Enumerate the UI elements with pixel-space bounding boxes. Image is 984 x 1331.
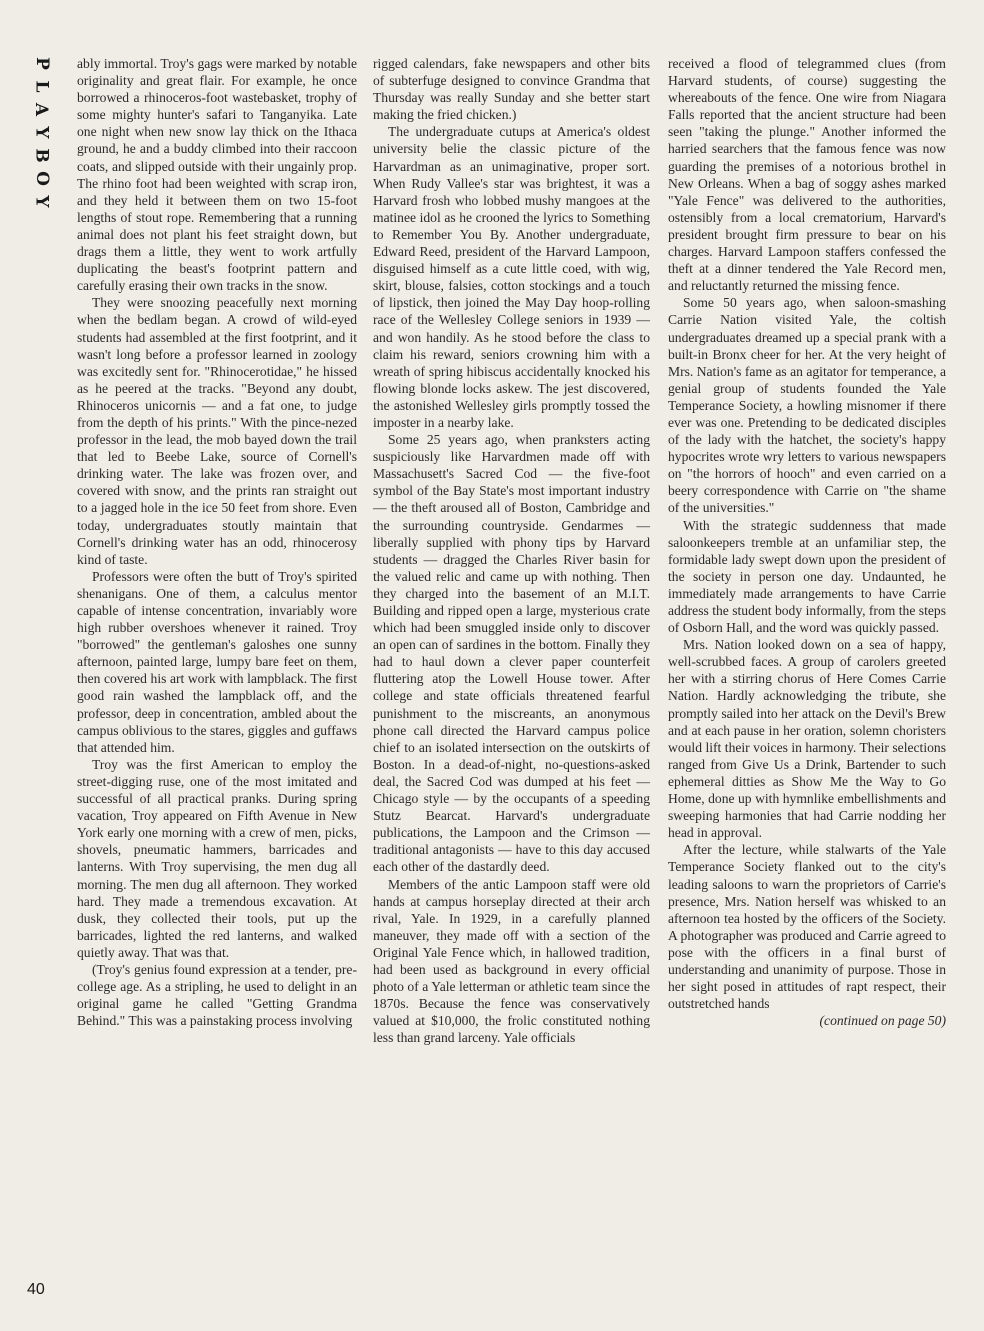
masthead-letter: O: [31, 171, 52, 186]
paragraph: Mrs. Nation looked down on a sea of happy, well-scrubbed faces. A group of carolers greeted her with a stirring chorus of Here Comes Carrie Nation. Hardly acknowledging the tribute, she promptly sailed into her attack on the Devil's Brew and at each pause in her oration, solemn choristers would lift their voices in harmony. Their selections ranged from Give Us a Drink, Bartender to such ephemeral ditties as Show Me the Way to Go Home, done up with hymnlike embellishments and sweeping harmonies that had Carrie nodding her head in approval.: [668, 637, 946, 841]
paragraph: received a flood of telegrammed clues (from Harvard students, of course) suggesting the whereabouts of the fence. One wire from Niagara Falls reported that the ancient structure had been seen "taking the plunge." Another informed the harried searchers that the famous fence was now guarding the premises of a notorious brothel in New Orleans. When a bag of soggy ashes marked "Yale Fence" was delivered to the authorities, ostensibly from a local crematorium, Harvard's president brought firm pressure to bear on his charges. Harvard Lampoon staffers confessed the theft at a dinner tendered the Yale Record men, and reluctantly returned the missing fence.: [668, 56, 946, 294]
masthead-letter: Y: [31, 126, 52, 139]
masthead-letter: L: [31, 80, 52, 93]
paragraph: With the strategic suddenness that made saloonkeepers tremble at an unfamiliar step, the formidable lady swept down upon the president of the society in person one day. Undaunted, he immediately made arrangements to have Carrie address the student body informally, from the steps of Osborn Hall, and the word was quickly passed.: [668, 517, 946, 636]
masthead-letter: Y: [31, 195, 52, 208]
text-column-1: [77, 55, 357, 1029]
paragraph: rigged calendars, fake newspapers and other bits of subterfuge designed to convince Grandma that Thursday was really Sunday and she better start making the fried chicken.): [373, 56, 650, 123]
masthead-letter: P: [31, 57, 52, 70]
paragraph: Professors were often the butt of Troy's spirited shenanigans. One of them, a calculus mentor capable of intense concentration, invariably wore high rubber overshoes whenever it rained. Troy "borrowed" the gentleman's galoshes one sunny afternoon, painted large, lumpy bare feet on them, then covered his art work with lampblack. The first good rain washed the lampblack off, and the professor, deep in concentration, ambled about the campus oblivious to the stares, giggles and guffaws that attended him.: [77, 568, 357, 755]
paragraph: Some 25 years ago, when pranksters acting suspiciously like Harvardmen made off with Massachusett's Sacred Cod — the five-foot symbol of the Bay State's most important industry — the theft aroused all of Boston, Cambridge and the surrounding countryside. Gendarmes — liberally supplied with phony tips by Harvard students — dragged the Charles River basin for the valued relic and came up with nothing. Then they charged into the basement of an M.I.T. Building and ripped open a large, mysterious crate which had been smuggled inside only to discover an open can of sardines in the bottom. Finally they had to haul down a clever paper counterfeit fluttering atop the Lowell House tower. After college and state officials threatened fearful punishment to the miscreants, an anonymous phone call directed the Harvard campus police chief to an isolated intersection on the outskirts of Boston. In a dead-of-night, no-questions-asked deal, the Sacred Cod was dumped at his feet — Chicago style — by the occupants of a speeding Stutz Bearcat. Harvard's undergraduate publications, the Lampoon and the Crimson — traditional antagonists — have to this day accused each other of the dastardly deed.: [373, 432, 650, 875]
continued-note: (continued on page 50): [819, 1013, 946, 1029]
masthead-letter: B: [31, 148, 52, 163]
paragraph: Troy was the first American to employ the street-digging ruse, one of the most imitated and successful of all practical pranks. During spring vacation, Troy appeared on Fifth Avenue in New York early one morning with a crew of men, picks, shovels, pneumatic hammers, barricades and lanterns. With Troy supervising, the men dug all morning. The men dug all afternoon. They worked hard. They made a tremendous excavation. At dusk, they collected their tools, put up the barricades, lighted the red lanterns, and walked quietly away. That was that.: [77, 756, 357, 960]
page-number: 40: [27, 1281, 45, 1298]
text-column-3: [668, 55, 946, 1029]
paragraph: ably immortal. Troy's gags were marked by notable originality and great flair. For example, he once borrowed a rhinoceros-foot wastebasket, trophy of some mighty hunter's safari to Tanganyika. Late one night when new snow lay thick on the Ithaca ground, he and a buddy climbed into their raccoon coats, and slipped outside with their ungainly prop. The rhino foot had been weighted with scrap iron, and they held it between them on two 15-foot lengths of stout rope. Remembering that a running animal does not plant his feet straight down, but drags them a little, they went to work artfully duplicating the beast's footprint pattern and carefully erasing their own tracks in the snow.: [77, 56, 357, 294]
paragraph: Members of the antic Lampoon staff were old hands at campus horseplay directed at their arch rival, Yale. In 1929, in a carefully planned maneuver, they made off with a section of the Original Yale Fence which, in hallowed tradition, had been used as background in every official photo of a Yale letterman or athletic team since the 1870s. Because the fence was conservatively valued at $10,000, the frolic constituted nothing less than grand larceny. Yale officials: [373, 876, 650, 1046]
paragraph: Some 50 years ago, when saloon-smashing Carrie Nation visited Yale, the coltish undergraduates dreamed up a special prank with a built-in Bronx cheer for her. At the very height of Mrs. Nation's fame as an agitator for temperance, a genial group of students founded the Yale Temperance Society, a howling misnomer if there ever was one. Pretending to be dedicated disciples of the lady with the hatchet, the society's happy hypocrites wrote wry letters to various newspapers on "the horrors of hooch" and even carried on a beery correspondence with Carrie on "the shame of the universities.": [668, 295, 946, 516]
paragraph: (Troy's genius found expression at a tender, pre-college age. As a stripling, he used to delight in an original game he called "Getting Grandma Behind." This was a painstaking process involving: [77, 961, 357, 1029]
paragraph: The undergraduate cutups at America's oldest university belie the classic picture of the Harvardman as an unimaginative, proper sort. When Rudy Vallee's star was brightest, it was a Harvard frosh who lobbed mushy mangoes at the matinee idol as he crooned the lyrics to Something to Remember You By. Another undergraduate, Edward Reed, president of the Harvard Lampoon, disguised himself as a cute little coed, with wig, skirt, blouse, falsies, cotton stockings and a touch of lipstick, then joined the May Day hoop-rolling race of the Wellesley College seniors in 1939 — and won handily. As he stood before the class to claim his reward, seniors crowning him with a wreath of spring hibiscus accidentally knocked his flowing blonde locks askew. The jest discovered, the astonished Wellesley girls promptly tossed the imposter in a nearby lake.: [373, 124, 650, 430]
paragraph: After the lecture, while stalwarts of the Yale Temperance Society flanked out to the city's leading saloons to warn the proprietors of Carrie's presence, Mrs. Nation herself was whisked to an afternoon tea hosted by the officers of the Society. A photographer was produced and Carrie agreed to pose with the officers in a final burst of understanding and unanimity of purpose. Those in her sight posed in attitudes of rapt respect, their outstretched hands: [668, 842, 946, 1012]
text-column-2: [373, 55, 650, 1046]
paragraph: They were snoozing peacefully next morning when the bedlam began. A crowd of wild-eyed students had assembled at the first footprint, and it wasn't long before a professor learned in zoology was excitedly sent for. "Rhinocerotidae," he hissed as he peered at the tracks. "Beyond any doubt, Rhinoceros unicornis — and a fat one, to judge from the depth of his prints." With the pince-nezed professor in the lead, the mob bayed down the trail that led to Beebe Lake, source of Cornell's drinking water. The lake was frozen over, and covered with snow, and the prints ran straight out to a jagged hole in the ice 50 feet from shore. Even today, undergraduates stoutly maintain that Cornell's drinking water has an odd, rhinocerosy kind of taste.: [77, 295, 357, 567]
masthead-letter: A: [31, 102, 52, 117]
magazine-masthead: [30, 52, 52, 213]
